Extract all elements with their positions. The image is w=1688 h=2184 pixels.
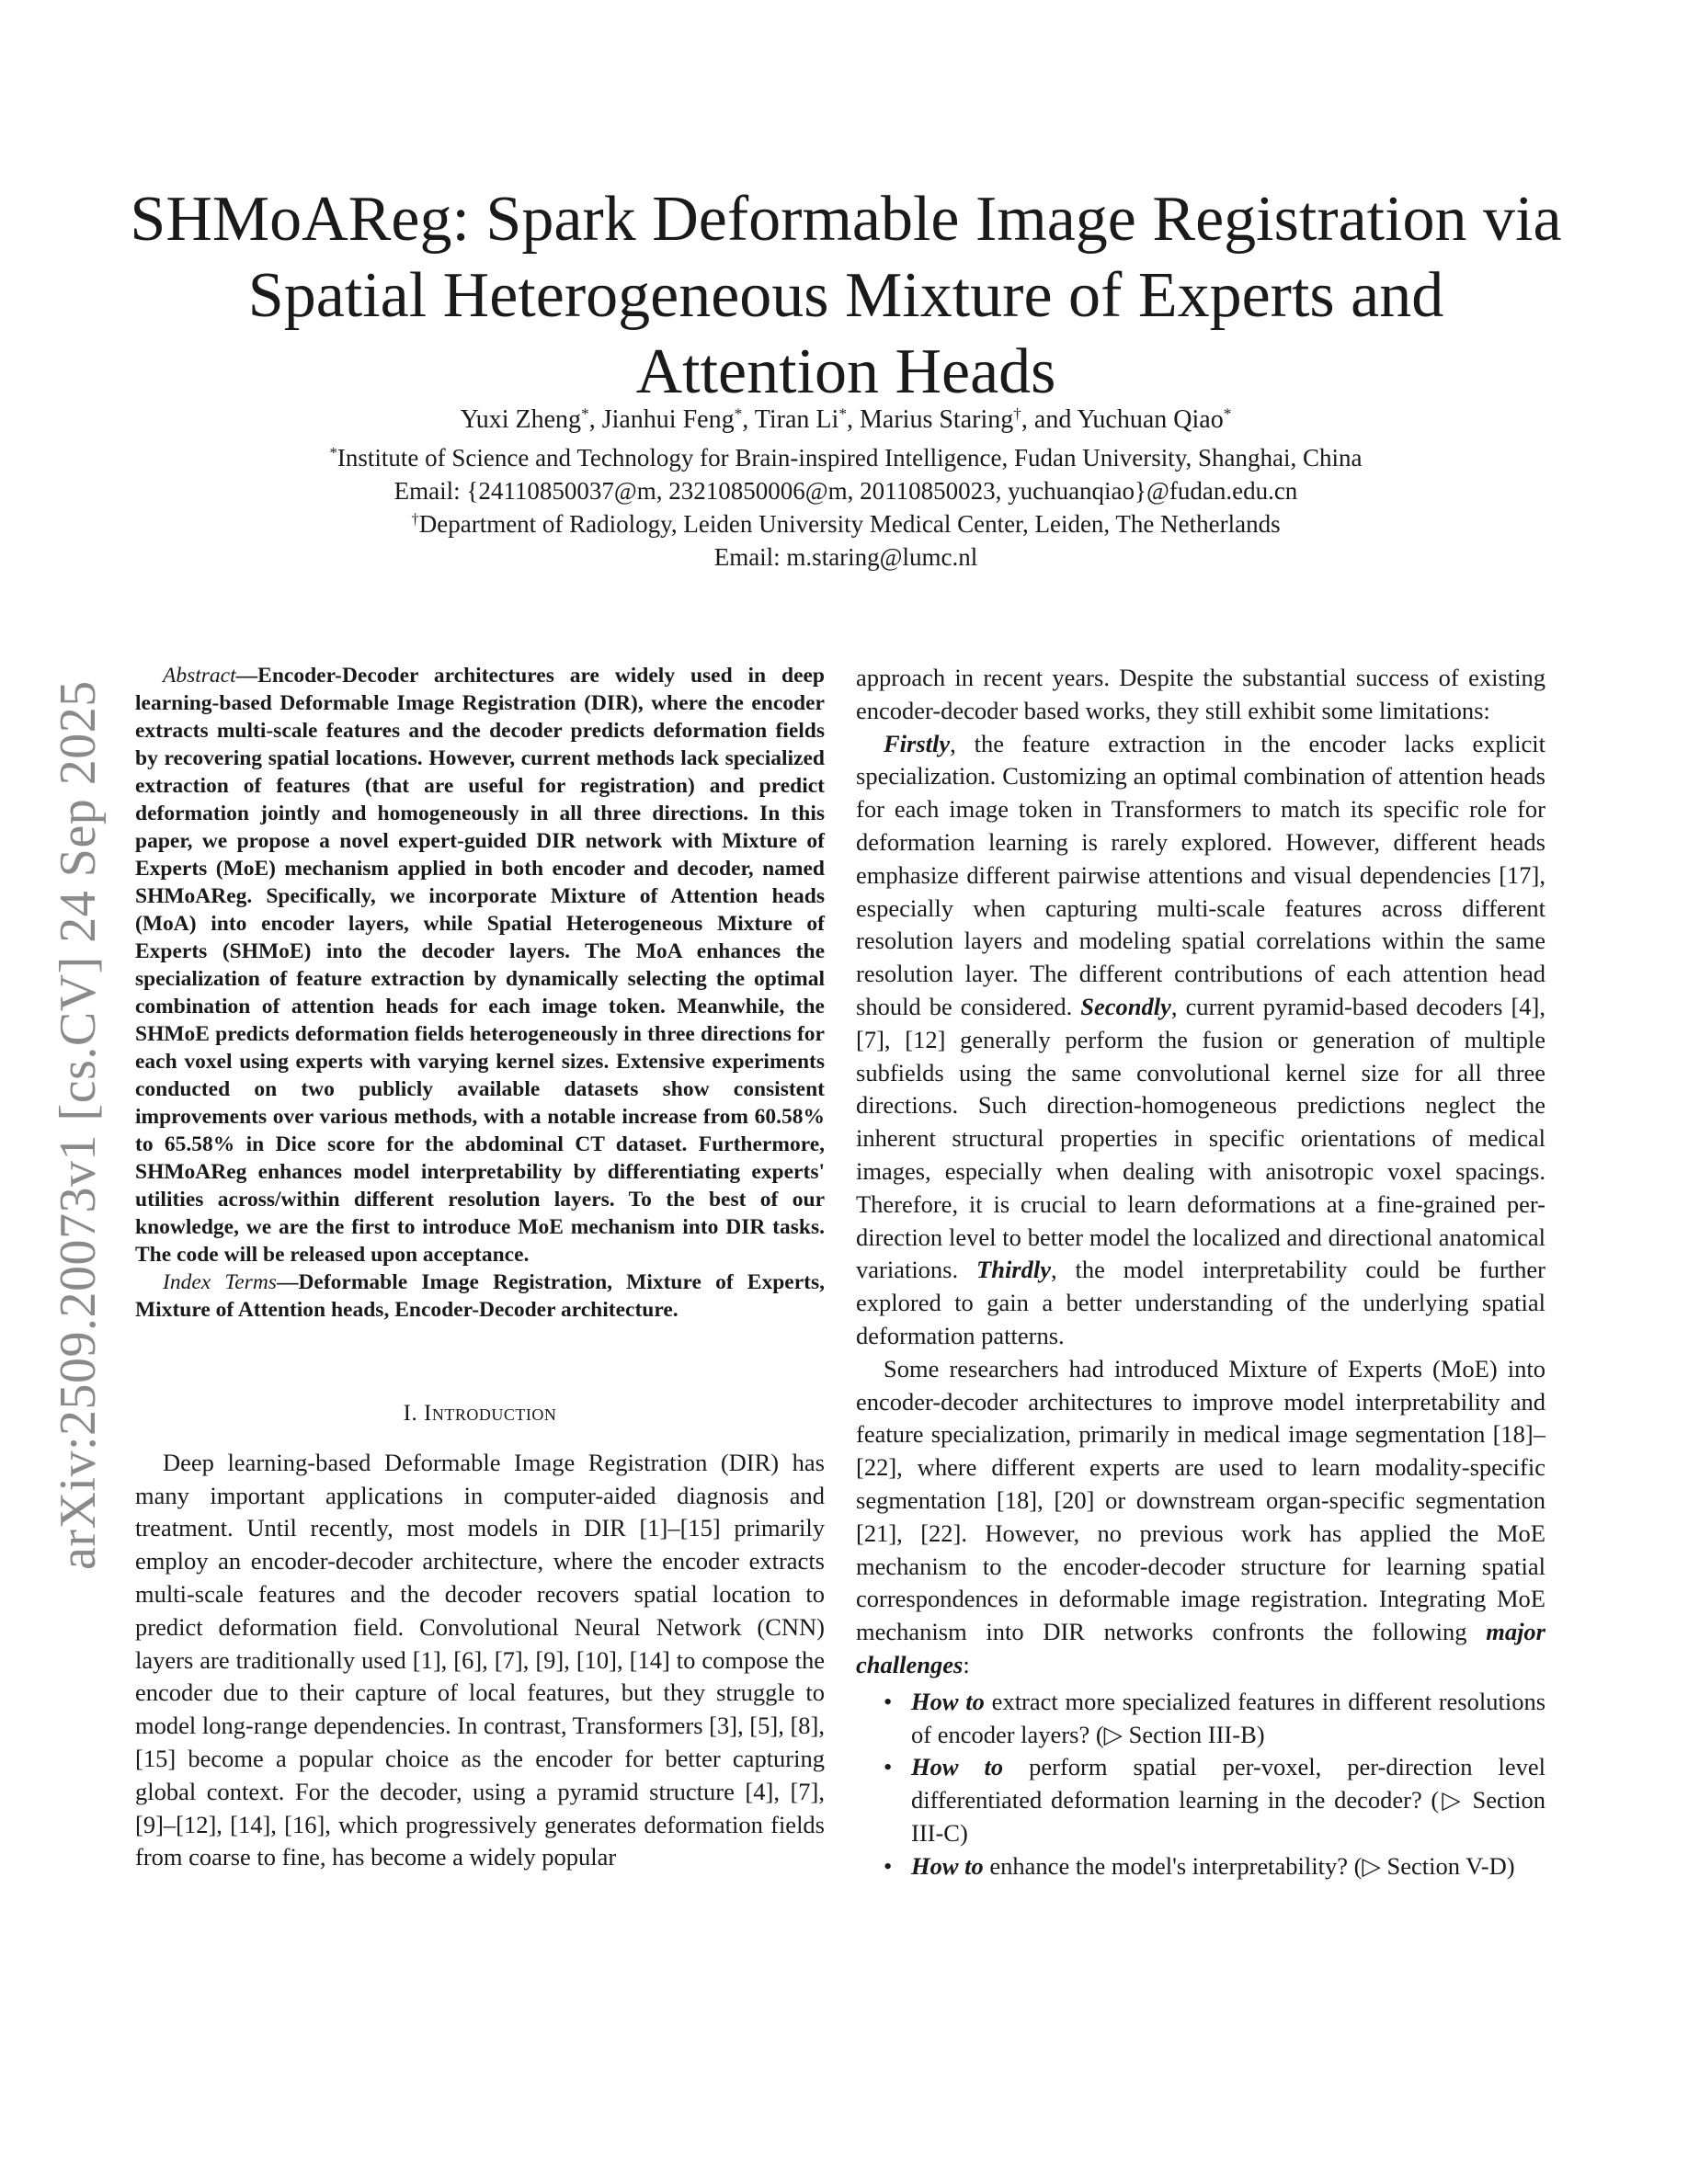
author-list bbox=[129, 403, 1563, 437]
author-name: Tiran Li bbox=[754, 405, 839, 434]
section-heading: I. Introduction bbox=[403, 1401, 557, 1426]
thirdly-label: Thirdly bbox=[976, 1256, 1051, 1284]
author-mark: * bbox=[581, 404, 589, 423]
email-2: Email: m.staring@lumc.nl bbox=[713, 543, 978, 571]
major-challenges-emph: major challenges bbox=[856, 1618, 1545, 1678]
paragraph-continued: approach in recent years. Despite the substantial success of existing encoder-decoder based works, they still exhibit some limitations: bbox=[856, 664, 1545, 724]
author-name: Yuxi Zheng bbox=[460, 405, 582, 434]
affiliation-mark: * bbox=[329, 443, 337, 461]
index-terms-text: Deformable Image Registration, Mixture of Experts, Mixture of Attention heads, Encoder-Decoder architecture. bbox=[135, 1270, 825, 1322]
abstract: Abstract—Encoder-Decoder architectures are widely used in deep learning-based Deformable Image Registration (DIR), where the encoder extracts multi-scale features and the decoder predicts deformation fields by recovering spatial locations. However, current methods lack specialized extraction of features (that are useful for registration) and predict deformation jointly and homogeneously in all three directions. In this paper, we propose a novel expert-guided DIR network with Mixture of Experts (MoE) mechanism applied in both encoder and decoder, named SHMoAReg. Specifically, we incorporate Mixture of Attention heads (MoA) into encoder layers, while Spatial Heterogeneous Mixture of Experts (SHMoE) into the decoder layers. The MoA enhances the specialization of feature extraction by dynamically selecting the optimal combination of attention heads for each image token. Meanwhile, the SHMoE predicts deformation fields heterogeneously in three directions for each voxel using experts with varying kernel sizes. Extensive experiments conducted on two publicly available datasets show consistent improvements over various methods, with a notable increase from 60.58% to 65.58% in Dice score for the abdominal CT dataset. Furthermore, SHMoAReg enhances model interpretability by differentiating experts' utilities across/within different resolution layers. To the best of our knowledge, we are the first to introduce MoE mechanism into DIR tasks. The code will be released upon acceptance. bbox=[135, 664, 825, 1267]
author-name: Jianhui Feng bbox=[601, 405, 735, 434]
index-terms: Index Terms—Deformable Image Registration, Mixture of Experts, Mixture of Attention heads, Encoder-Decoder architecture. bbox=[135, 1270, 825, 1322]
author-sep: , bbox=[588, 405, 602, 434]
author-sep: , bbox=[742, 405, 755, 434]
challenges-list bbox=[856, 1686, 1545, 1883]
bullet-icon: • bbox=[884, 1753, 893, 1781]
affiliation-mark: † bbox=[411, 509, 419, 528]
author-mark: * bbox=[1223, 404, 1232, 423]
list-item: • How to enhance the model's interpretability? (▷ Section V-D) bbox=[856, 1850, 1545, 1883]
abstract-text: Encoder-Decoder architectures are widely used in deep learning-based Deformable Image Registration (DIR), where the encoder extracts multi-scale features and the decoder predicts deformation fields by recovering spatial locations. However, current methods lack specialized extraction of features (that are useful for registration) and predict deformation jointly and homogeneously in all three directions. In this paper, we propose a novel expert-guided DIR network with Mixture of Experts (MoE) mechanism applied in both encoder and decoder, named SHMoAReg. Specifically, we incorporate Mixture of Attention heads (MoA) into encoder layers, while Spatial Heterogeneous Mixture of Experts (SHMoE) into the decoder layers. The MoA enhances the specialization of feature extraction by dynamically selecting the optimal combination of attention heads for each image token. Meanwhile, the SHMoE predicts deformation fields heterogeneously in three directions for each voxel using experts with varying kernel sizes. Extensive experiments conducted on two publicly available datasets show consistent improvements over various methods, with a notable increase from 60.58% to 65.58% in Dice score for the abdominal CT dataset. Furthermore, SHMoAReg enhances model interpretability by differentiating experts' utilities across/within different resolution layers. To the best of our knowledge, we are the first to introduce MoE mechanism into DIR tasks. The code will be released upon acceptance. bbox=[135, 664, 825, 1267]
email-1: Email: {24110850037@m, 23210850006@m, 20110850023, yuchuanqiao}@fudan.edu.cn bbox=[393, 477, 1298, 505]
bullet-icon: • bbox=[884, 1687, 893, 1715]
index-terms-label: Index Terms bbox=[163, 1270, 277, 1294]
author-sep: , and bbox=[1021, 405, 1078, 434]
bullet-icon: • bbox=[884, 1851, 893, 1880]
author-sep: , bbox=[847, 405, 861, 434]
affiliation-1: *Institute of Science and Technology for Brain-inspired Intelligence, Fudan University, Shanghai, China bbox=[329, 443, 1363, 472]
moe-paragraph: Some researchers had introduced Mixture of Experts (MoE) into encoder-decoder architectures to improve model interpretability and feature specialization, primarily in medical image segmentation [18]–[22], where different experts are used to learn modality-specific segmentation [18], [20] or downstream organ-specific segmentation [21], [22]. However, no previous work has applied the MoE mechanism to the encoder-decoder structure for learning spatial correspondences in deformable image registration. Integrating MoE mechanism into DIR networks confronts the following major challenges: bbox=[856, 1354, 1545, 1678]
author-mark: * bbox=[838, 404, 848, 423]
author-mark: * bbox=[734, 404, 743, 423]
affiliation-2: †Department of Radiology, Leiden University Medical Center, Leiden, The Netherlands bbox=[411, 509, 1281, 538]
author-name: Yuchuan Qiao bbox=[1077, 405, 1224, 434]
author-mark: † bbox=[1013, 404, 1021, 423]
secondly-label: Secondly bbox=[1080, 992, 1171, 1020]
paper-title: SHMoAReg: Spark Deformable Image Registration via Spatial Heterogeneous Mixture of Experts and Attention Heads bbox=[130, 183, 1562, 407]
abstract-label: Abstract bbox=[163, 664, 236, 688]
right-column bbox=[856, 662, 1545, 1883]
intro-paragraph: Deep learning-based Deformable Image Registration (DIR) has many important applications in computer-aided diagnosis and treatment. Until recently, most models in DIR [1]–[15] primarily employ an encoder-decoder architecture, where the encoder extracts multi-scale features and the decoder recovers spatial location to predict deformation field. Convolutional Neural Network (CNN) layers are traditionally used [1], [6], [7], [9], [10], [14] to compose the encoder due to their capture of local features, but they struggle to model long-range dependencies. In contrast, Transformers [3], [5], [8], [15] become a popular choice as the encoder for better capturing global context. For the decoder, using a pyramid structure [4], [7], [9]–[12], [14], [16], which progressively generates deformation fields from coarse to fine, has become a widely popular bbox=[135, 1448, 825, 1871]
arxiv-stamp: arXiv:2509.20073v1 [cs.CV] 24 Sep 2025 bbox=[50, 680, 107, 1570]
author-name: Marius Staring bbox=[860, 405, 1014, 434]
limitations-paragraph: Firstly, the feature extraction in the encoder lacks explicit specialization. Customizing an optimal combination of attention heads for each image token in Transformers to match its specific role for deformation learning is rarely explored. However, different heads emphasize different pairwise attentions and visual dependencies [17], especially when capturing multi-scale features across different resolution layers and modeling spatial correlations within the same resolution layer. The different contributions of each attention head should be considered. Secondly, current pyramid-based decoders [4], [7], [12] generally perform the fusion or generation of multiple subfields using the same convolutional kernel size for all three directions. Such direction-homogeneous predictions neglect the inherent structural properties in specific orientations of medical images, especially when dealing with anisotropic voxel spacings. Therefore, it is crucial to learn deformations at a fine-grained per-direction level to better model the localized and directional anatomical variations. Thirdly, the model interpretability could be further explored to gain a better understanding of the underlying spatial deformation patterns. bbox=[856, 729, 1545, 1349]
firstly-label: Firstly bbox=[884, 729, 951, 757]
list-item: • How to extract more specialized features in different resolutions of encoder layers? (▷ Section III-B) bbox=[884, 1687, 1546, 1748]
list-item: • How to perform spatial per-voxel, per-direction level differentiated deformation learning in the decoder? (▷ Section III-C) bbox=[884, 1753, 1545, 1847]
left-column bbox=[135, 662, 825, 1874]
